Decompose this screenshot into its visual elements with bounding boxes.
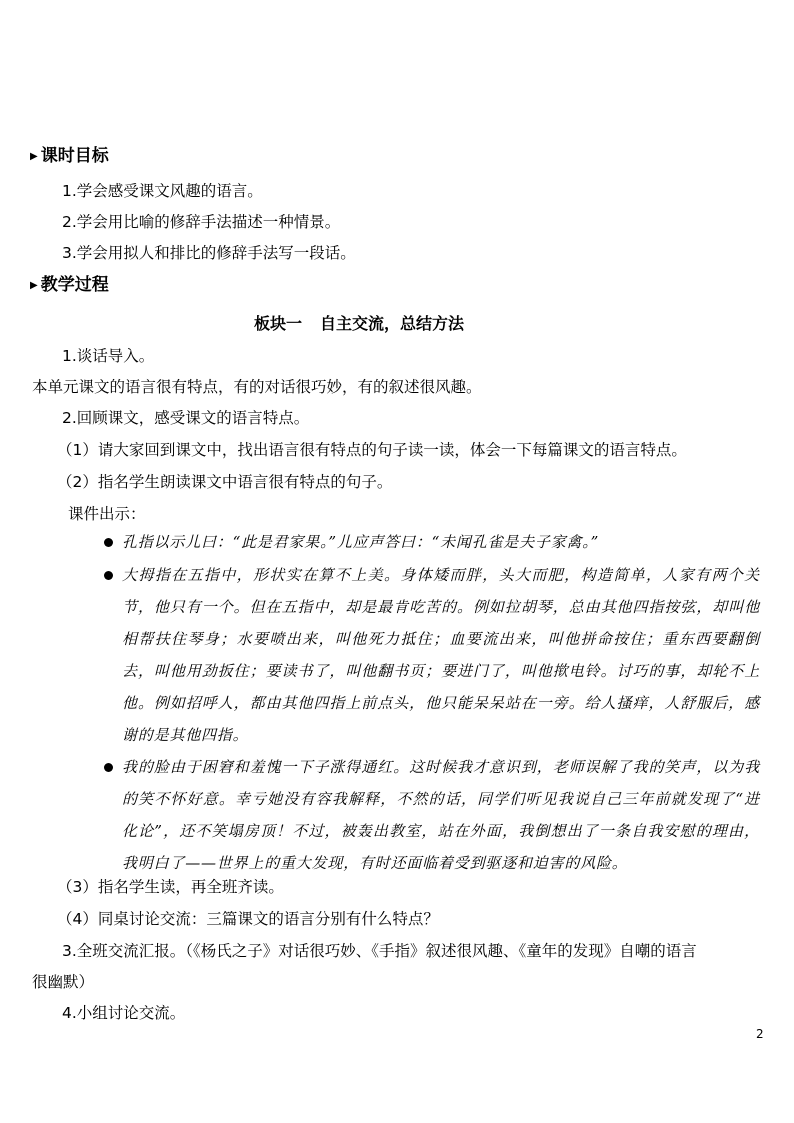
goals-heading: ▶ 课时目标 xyxy=(30,146,109,166)
triangle-marker-icon: ▶ xyxy=(30,280,38,291)
bullet-icon xyxy=(104,763,113,772)
step-2-3: （3）指名学生读，再全班齐读。 xyxy=(57,878,284,896)
bullet-icon xyxy=(104,538,113,547)
quote-line: 节，他只有一个。但在五指中，却是最肯吃苦的。例如拉胡琴，总由其他四指按弦，却叫他 xyxy=(122,598,760,616)
quote-line: 我的脸由于困窘和羞愧一下子涨得通红。这时候我才意识到，老师误解了我的笑声，以为我 xyxy=(122,758,760,776)
quote-line: 去，叫他用劲扳住；要读书了，叫他翻书页；要进门了，叫他揿电铃。讨巧的事，却轮不上 xyxy=(122,662,760,680)
step-3-cont: 很幽默） xyxy=(32,973,95,991)
quote-line: 的笑不怀好意。幸亏她没有容我解释，不然的话，同学们听见我说自己三年前就发现了“进 xyxy=(122,790,760,808)
quote-line: 化论”，还不笑塌房顶！不过，被轰出教室，站在外面，我倒想出了一条自我安慰的理由， xyxy=(122,822,760,840)
step-2-2: （2）指名学生朗读课文中语言很有特点的句子。 xyxy=(57,473,393,491)
step-1: 1.谈话导入。 xyxy=(62,347,155,365)
quote-line: 孔指以示儿曰：“此是君家果。”儿应声答曰：“未闻孔雀是夫子家禽。” xyxy=(122,533,600,551)
step-2: 2.回顾课文，感受课文的语言特点。 xyxy=(62,409,310,427)
module-title: 板块一 自主交流，总结方法 xyxy=(254,314,465,333)
step-2-4: （4）同桌讨论交流：三篇课文的语言分别有什么特点？ xyxy=(57,910,439,928)
step-4: 4.小组讨论交流。 xyxy=(62,1004,186,1022)
goal-item: 2.学会用比喻的修辞手法描述一种情景。 xyxy=(62,213,341,231)
step-3: 3.全班交流汇报。（《杨氏之子》对话很巧妙、《手指》叙述很风趣、《童年的发现》自嘲的语言 xyxy=(62,942,697,960)
bullet-icon xyxy=(104,571,113,580)
triangle-marker-icon: ▶ xyxy=(30,151,38,162)
quote-line: 他。例如招呼人，都由其他四指上前点头，他只能呆呆站在一旁。给人搔痒，人舒服后，感 xyxy=(122,694,760,712)
quote-line: 大拇指在五指中，形状实在算不上美。身体矮而胖，头大而肥，构造简单，人家有两个关 xyxy=(122,566,760,584)
goal-item: 3.学会用拟人和排比的修辞手法写一段话。 xyxy=(62,244,356,262)
quote-line: 相帮扶住琴身；水要喷出来，叫他死力抵住；血要流出来，叫他拼命按住；重东西要翻倒 xyxy=(122,630,760,648)
step-2-1: （1）请大家回到课文中，找出语言很有特点的句子读一读，体会一下每篇课文的语言特点。 xyxy=(57,441,687,459)
quote-line: 谢的是其他四指。 xyxy=(122,726,249,744)
page-number: 2 xyxy=(756,1027,764,1041)
quote-line: 我明白了——世界上的重大发现，有时还面临着受到驱逐和迫害的风险。 xyxy=(122,854,628,872)
goal-item: 1.学会感受课文风趣的语言。 xyxy=(62,182,263,200)
process-heading: ▶ 教学过程 xyxy=(30,275,109,295)
step-1-text: 本单元课文的语言很有特点，有的对话很巧妙，有的叙述很风趣。 xyxy=(32,378,482,396)
courseware-label: 课件出示： xyxy=(68,505,146,523)
